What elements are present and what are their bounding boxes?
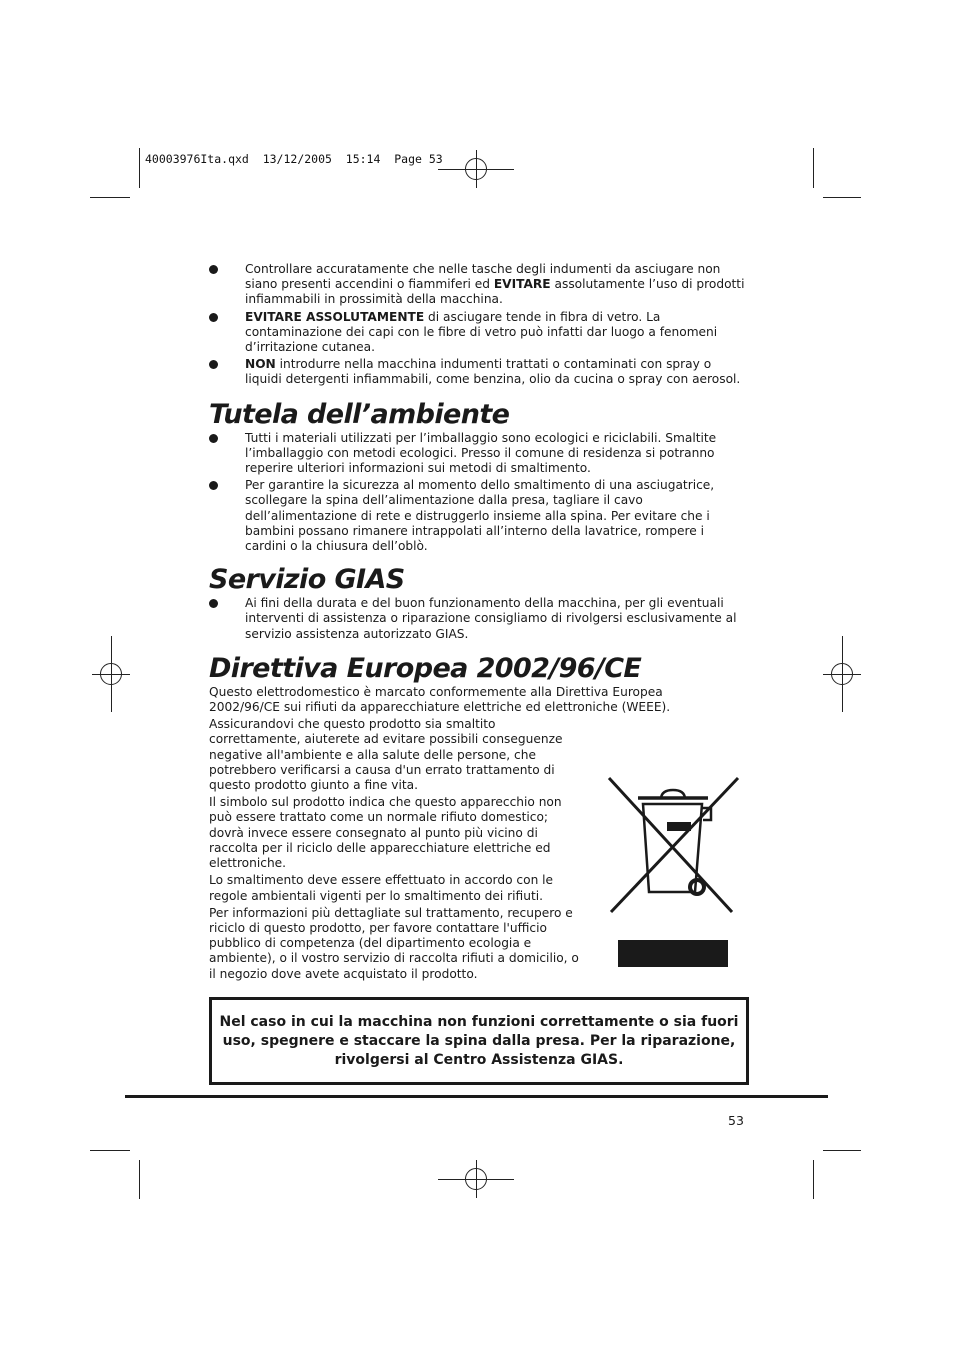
- directive-paragraph: Lo smaltimento deve essere effettuato in accordo con le regole ambientali vigenti per lo smaltimento dei rifiuti.: [209, 873, 554, 903]
- directive-paragraph: Assicurandovi che questo prodotto sia smaltito correttamente, aiuterete ad evitare possibili conseguenze negative all'ambiente e alla salute delle persone, che potrebbero verificarsi a causa d'un errato trattamento di questo prodotto giunto a fine vita.: [209, 717, 563, 793]
- bullet-dot-icon: [209, 434, 218, 443]
- safety-item: [209, 262, 749, 308]
- safety-item: [209, 310, 749, 356]
- section-title-environment: Tutela dell’ambiente: [209, 398, 510, 430]
- bullet-dot-icon: [209, 360, 218, 369]
- repair-notice-box: [209, 997, 749, 1085]
- environment-item: [209, 431, 749, 477]
- item-text: assolutamente l’uso di prodotti infiammabili in prossimità della macchina.: [245, 277, 745, 307]
- environment-bullet-list: [209, 431, 749, 555]
- emphasis-text: EVITARE ASSOLUTAMENTE: [245, 309, 425, 324]
- crossed-out-wheelie-bin-icon: [605, 776, 740, 970]
- repair-notice-text: Nel caso in cui la macchina non funzioni correttamente o sia fuori uso, spegnere e staccare la spina dalla presa. Per la riparazione, rivolgersi al Centro Assistenza GIAS.: [219, 1013, 739, 1068]
- item-text: di asciugare tende in fibra di vetro. La contaminazione dei capi con le fibre di vetro può infatti dar luogo a fenomeni d’irritazione cutanea.: [245, 309, 718, 355]
- item-text: Tutti i materiali utilizzati per l’imballaggio sono ecologici e riciclabili. Smaltite l’imballaggio con metodi ecologici. Presso il comune di residenza si potranno reperire ulteriori informazioni sui metodi di smaltimento.: [245, 430, 717, 476]
- bullet-dot-icon: [209, 265, 218, 274]
- bullet-dot-icon: [209, 481, 218, 490]
- item-text: Per garantire la sicurezza al momento dello smaltimento di una asciugatrice, scollegare la spina dell’alimentazione dalla presa, tagliare il cavo dell’alimentazione di rete e distruggerlo insieme alla spina. Per evitare che i bambini possano rimanere intrappolati all’interno della lavatrice, rompere i cardini o la chiusura dell’oblò.: [245, 478, 715, 554]
- item-text: introdurre nella macchina indumenti trattati o contaminati con spray o liquidi detergenti infiammabili, come benzina, olio da cucina o spray con aerosol.: [245, 357, 741, 387]
- weee-symbol: [605, 776, 740, 970]
- directive-paragraph: Per informazioni più dettagliate sul trattamento, recupero e riciclo di questo prodotto, per favore contattare l'ufficio pubblico di competenza (del dipartimento ecologia e ambiente), o il vostro servizio di raccolta rifiuti a domicilio, o il negozio dove avete acquistato il prodotto.: [209, 905, 579, 981]
- safety-item: [209, 357, 749, 387]
- emphasis-text: NON: [245, 357, 276, 372]
- environment-item: [209, 478, 749, 554]
- directive-intro: Questo elettrodomestico è marcato conformemente alla Direttiva Europea 2002/96/CE sui rifiuti da apparecchiature elettriche ed elettroniche (WEEE).: [209, 684, 671, 715]
- page-number: 53: [728, 1113, 744, 1128]
- bullet-dot-icon: [209, 599, 218, 608]
- section-title-service: Servizio GIAS: [209, 564, 405, 596]
- safety-bullet-list: [209, 262, 749, 388]
- service-item: [209, 596, 749, 642]
- service-bullet-list: [209, 596, 749, 642]
- section-title-directive: Direttiva Europea 2002/96/CE: [209, 652, 642, 684]
- directive-paragraph: Il simbolo sul prodotto indica che questo apparecchio non può essere trattato come un normale rifiuto domestico; dovrà invece essere consegnato al punto più vicino di raccolta per il riciclo delle apparecchiature elettriche ed elettroniche.: [209, 795, 562, 871]
- emphasis-text: EVITARE: [493, 277, 551, 292]
- bullet-dot-icon: [209, 313, 218, 322]
- directive-paragraphs: [209, 717, 585, 981]
- print-slug: 40003976Ita.qxd 13/12/2005 15:14 Page 53: [145, 152, 443, 166]
- item-text: Controllare accuratamente che nelle tasche degli indumenti da asciugare non siano presenti accendini o fiammiferi ed: [245, 262, 721, 292]
- footer-rule: [125, 1095, 828, 1098]
- item-text: Ai fini della durata e del buon funzionamento della macchina, per gli eventuali interventi di assistenza o riparazione consigliamo di rivolgersi esclusivamente al servizio assistenza autorizzato GIAS.: [245, 596, 737, 641]
